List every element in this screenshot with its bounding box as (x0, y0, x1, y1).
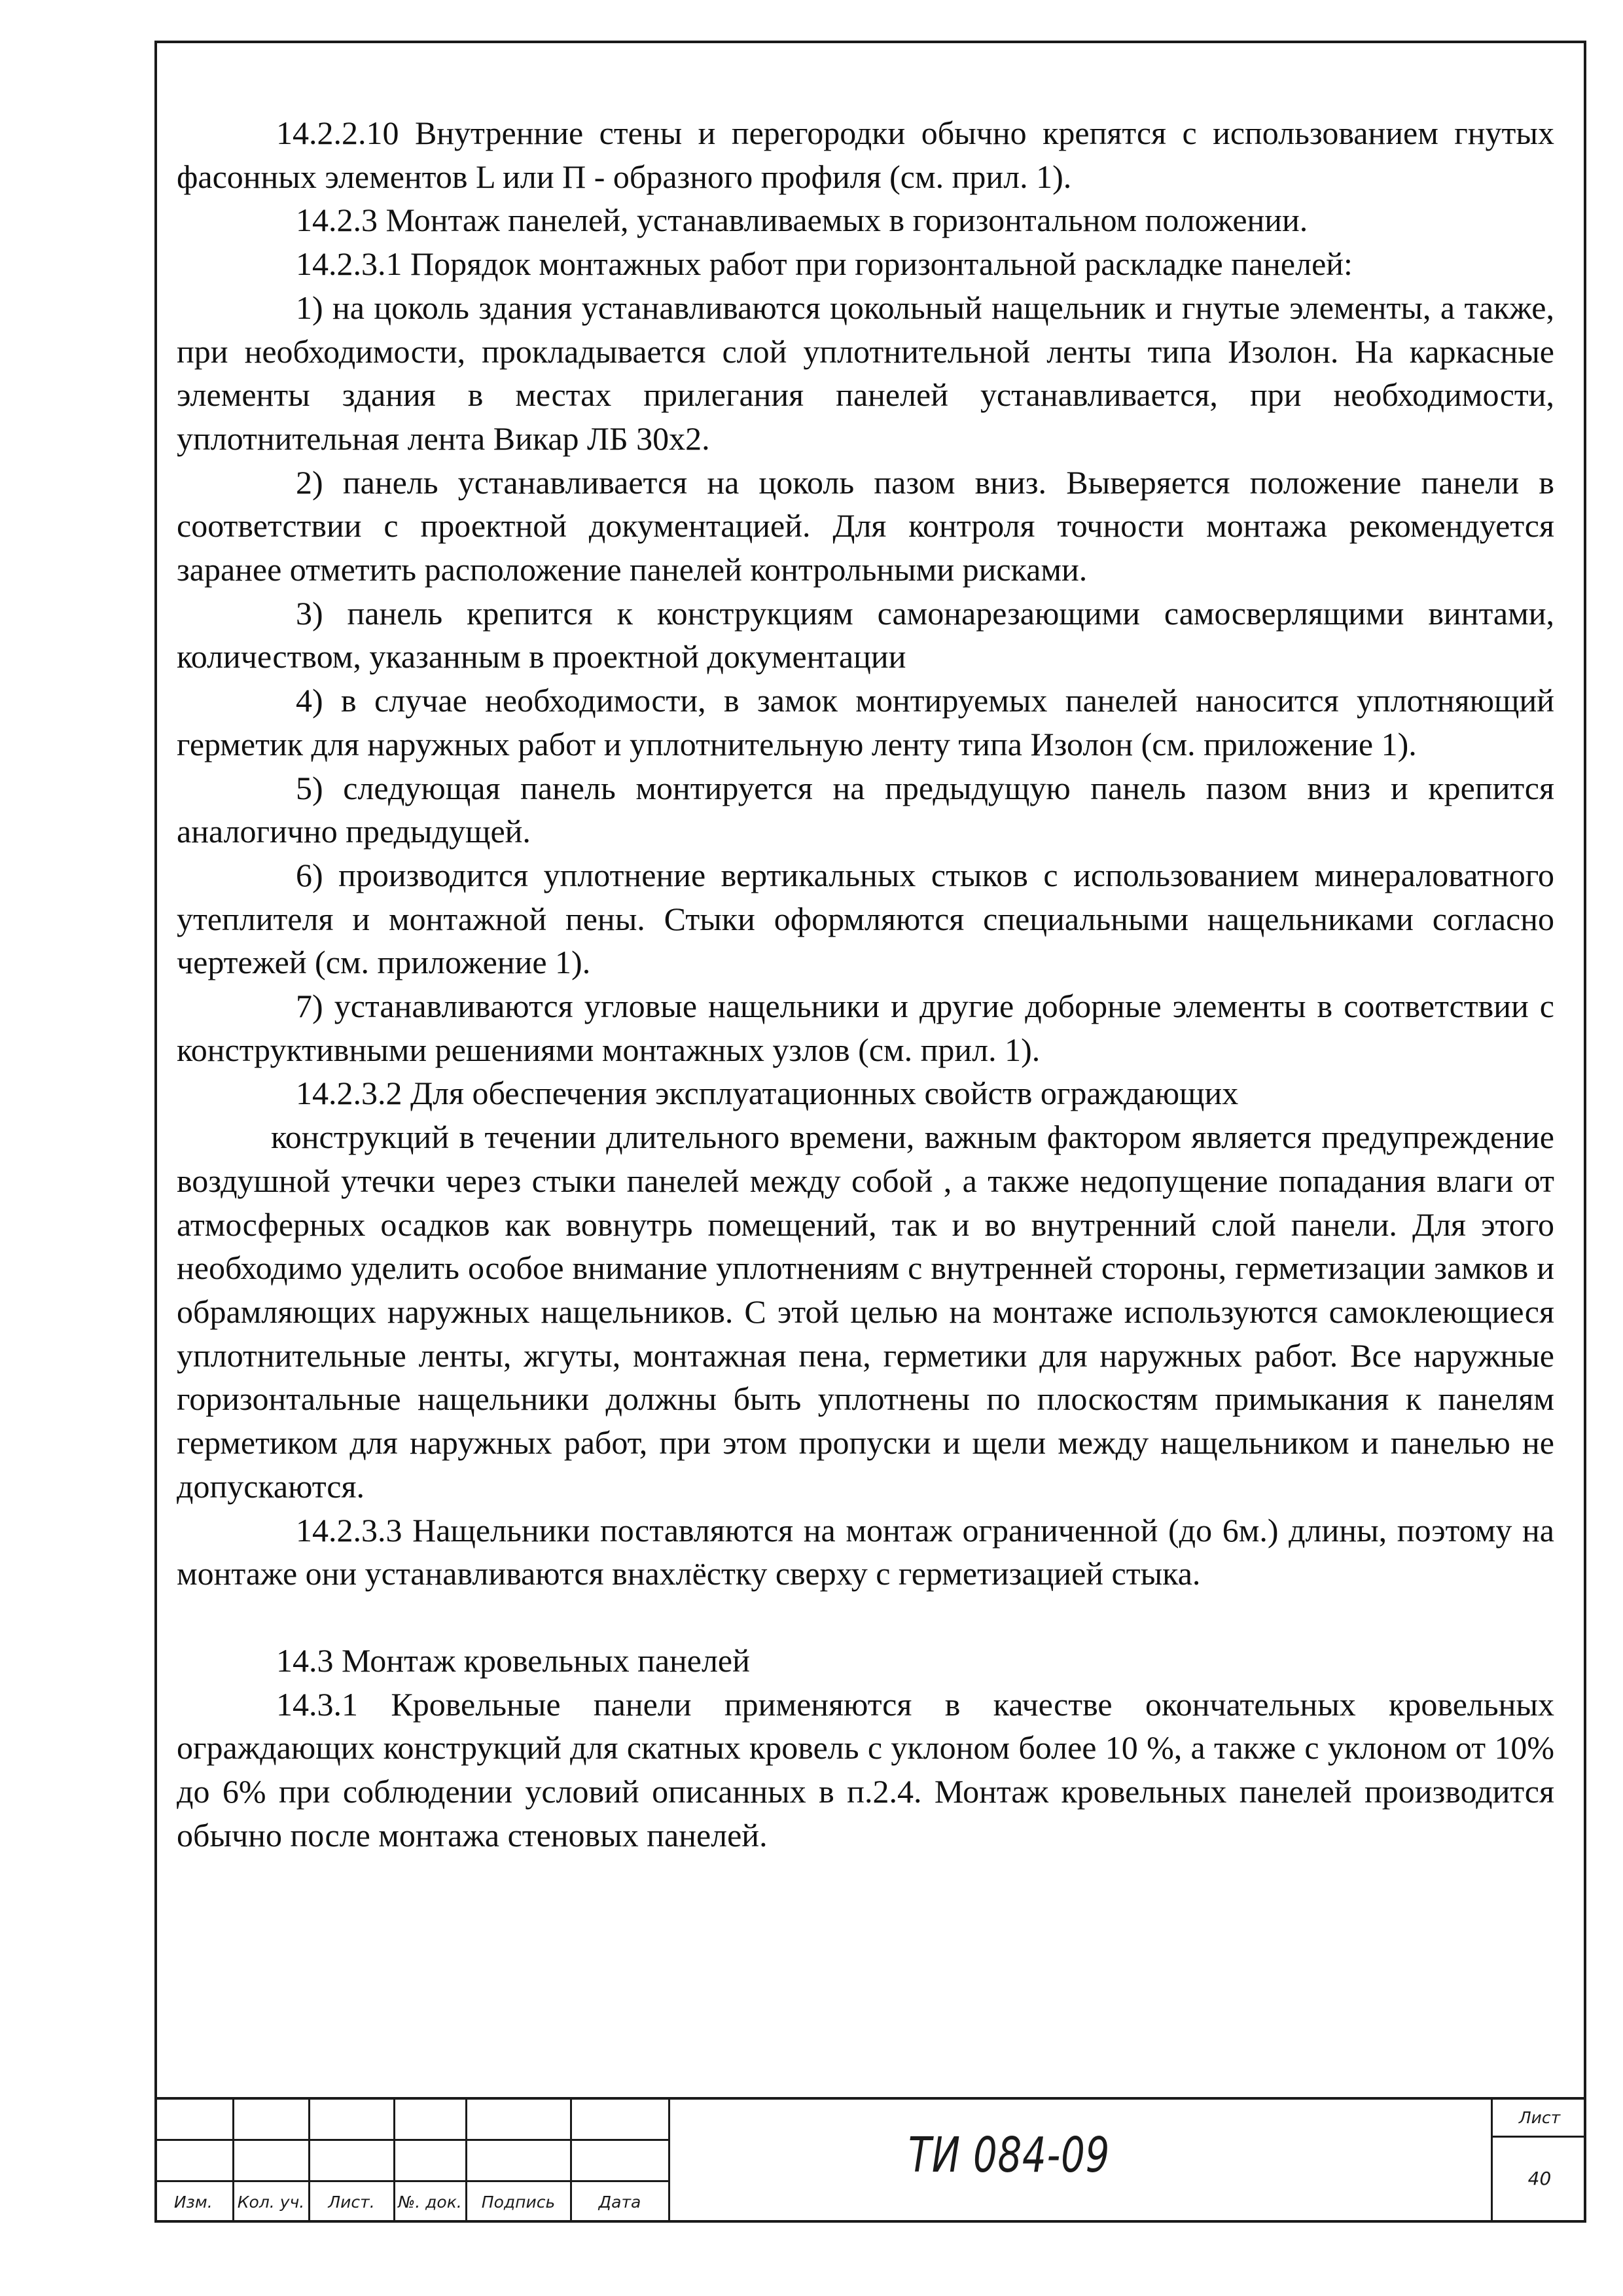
revision-table (154, 2100, 670, 2223)
paragraph-14-3-1: 14.3.1 Кровельные панели применяются в качестве окончательных кровельных ограждающих конструкций для скатных кровель с уклоном более 10 %, а также с уклоном от 10% до 6% при соблюдении условий описанных в п.2.4. Монтаж кровельных панелей производится обычно после монтажа стеновых панелей. (177, 1685, 1554, 1854)
revision-header-row (154, 2181, 669, 2223)
paragraph-14-2-2-10: 14.2.2.10 Внутренние стены и перегородки обычно крепятся с использованием гнутых фасонных элементов L или П - образного профиля (см. прил. 1). (177, 115, 1554, 195)
list-item-3: 3) панель крепится к конструкциям самонарезающими самосверлящими винтами, количеством, указанным в проектной документации (177, 594, 1554, 675)
revision-row (154, 2140, 669, 2181)
list-item-7: 7) устанавливаются угловые нащельники и другие доборные элементы в соответствии с конструктивными решениями монтажных узлов (см. прил. 1). (177, 988, 1554, 1068)
paragraph-14-2-3: 14.2.3 Монтаж панелей, устанавливаемых в горизонтальном положении. (296, 202, 1308, 239)
document-body (177, 111, 1554, 1857)
list-item-1: 1) на цоколь здания устанавливаются цокольный нащельник и гнутые элементы, а также, при необходимости, прокладывается слой уплотнительной ленты типа Изолон. На каркасные элементы здания в местах прилегания панелей устанавливается, при необходимости, уплотнительная лента Викар ЛБ 30х2. (177, 289, 1554, 457)
list-item-4: 4) в случае необходимости, в замок монтируемых панелей наносится уплотняющий герметик для наружных работ и уплотнительную ленту типа Изолон (см. приложение 1). (177, 682, 1554, 762)
header-change: Изм. (154, 2181, 233, 2223)
title-block (154, 2097, 1586, 2223)
section-heading-14-3: 14.3 Монтаж кровельных панелей (276, 1641, 750, 1679)
list-item-5: 5) следующая панель монтируется на предыдущую панель пазом вниз и крепится аналогично предыдущей. (177, 769, 1554, 850)
document-code: ТИ 084-09 (908, 2127, 1111, 2183)
header-doc-number: №. док. (394, 2181, 466, 2223)
paragraph-14-2-3-2-body: конструкций в течении длительного времени, важным фактором является предупреждение воздушной утечки через стыки панелей между собой , а также недопущение попадания влаги от атмосферных осадков как вовнутрь помещений, так и во внутренний слой панели. Для этого необходимо уделить особое внимание уплотнениям с внутренней стороны, герметизации замков и обрамляющих наружных нащельников. С этой целью на монтаже используются самоклеющиеся уплотнительные ленты, жгуты, монтажная пена, герметики для наружных работ. Все наружные горизонтальные нащельники должны быть уплотнены по плоскостям примыкания к панелям герметиком для наружных работ, при этом пропуски и щели между нащельником и панелью не допускаются. (177, 1119, 1554, 1505)
list-item-6: 6) производится уплотнение вертикальных стыков с использованием минераловатного утеплителя и монтажной пены. Стыки оформляются специальными нащельниками согласно чертежей (см. приложение 1). (177, 856, 1554, 981)
list-item-2: 2) панель устанавливается на цоколь пазом вниз. Выверяется положение панели в соответствии с проектной документацией. Для контроля точности монтажа рекомендуется заранее отметить расположение панелей контрольными рисками. (177, 463, 1554, 588)
header-signature: Подпись (466, 2181, 571, 2223)
sheet-number: 40 (1527, 2168, 1552, 2189)
blank-line (177, 1596, 1554, 1639)
paragraph-14-2-3-1: 14.2.3.1 Порядок монтажных работ при горизонтальной раскладке панелей: (296, 245, 1353, 283)
header-sheet: Лист. (309, 2181, 394, 2223)
header-date: Дата (571, 2181, 669, 2223)
sheet-label: Лист (1493, 2100, 1586, 2138)
sheet-box (1491, 2100, 1586, 2223)
paragraph-14-2-3-3: 14.2.3.3 Нащельники поставляются на монтаж ограниченной (до 6м.) длины, поэтому на монтаже они устанавливаются внахлёстку сверху с герметизацией стыка. (177, 1511, 1554, 1592)
header-count: Кол. уч. (233, 2181, 309, 2223)
revision-row (154, 2100, 669, 2140)
paragraph-14-2-3-2-heading: 14.2.3.2 Для обеспечения эксплуатационных свойств ограждающих (296, 1075, 1239, 1112)
